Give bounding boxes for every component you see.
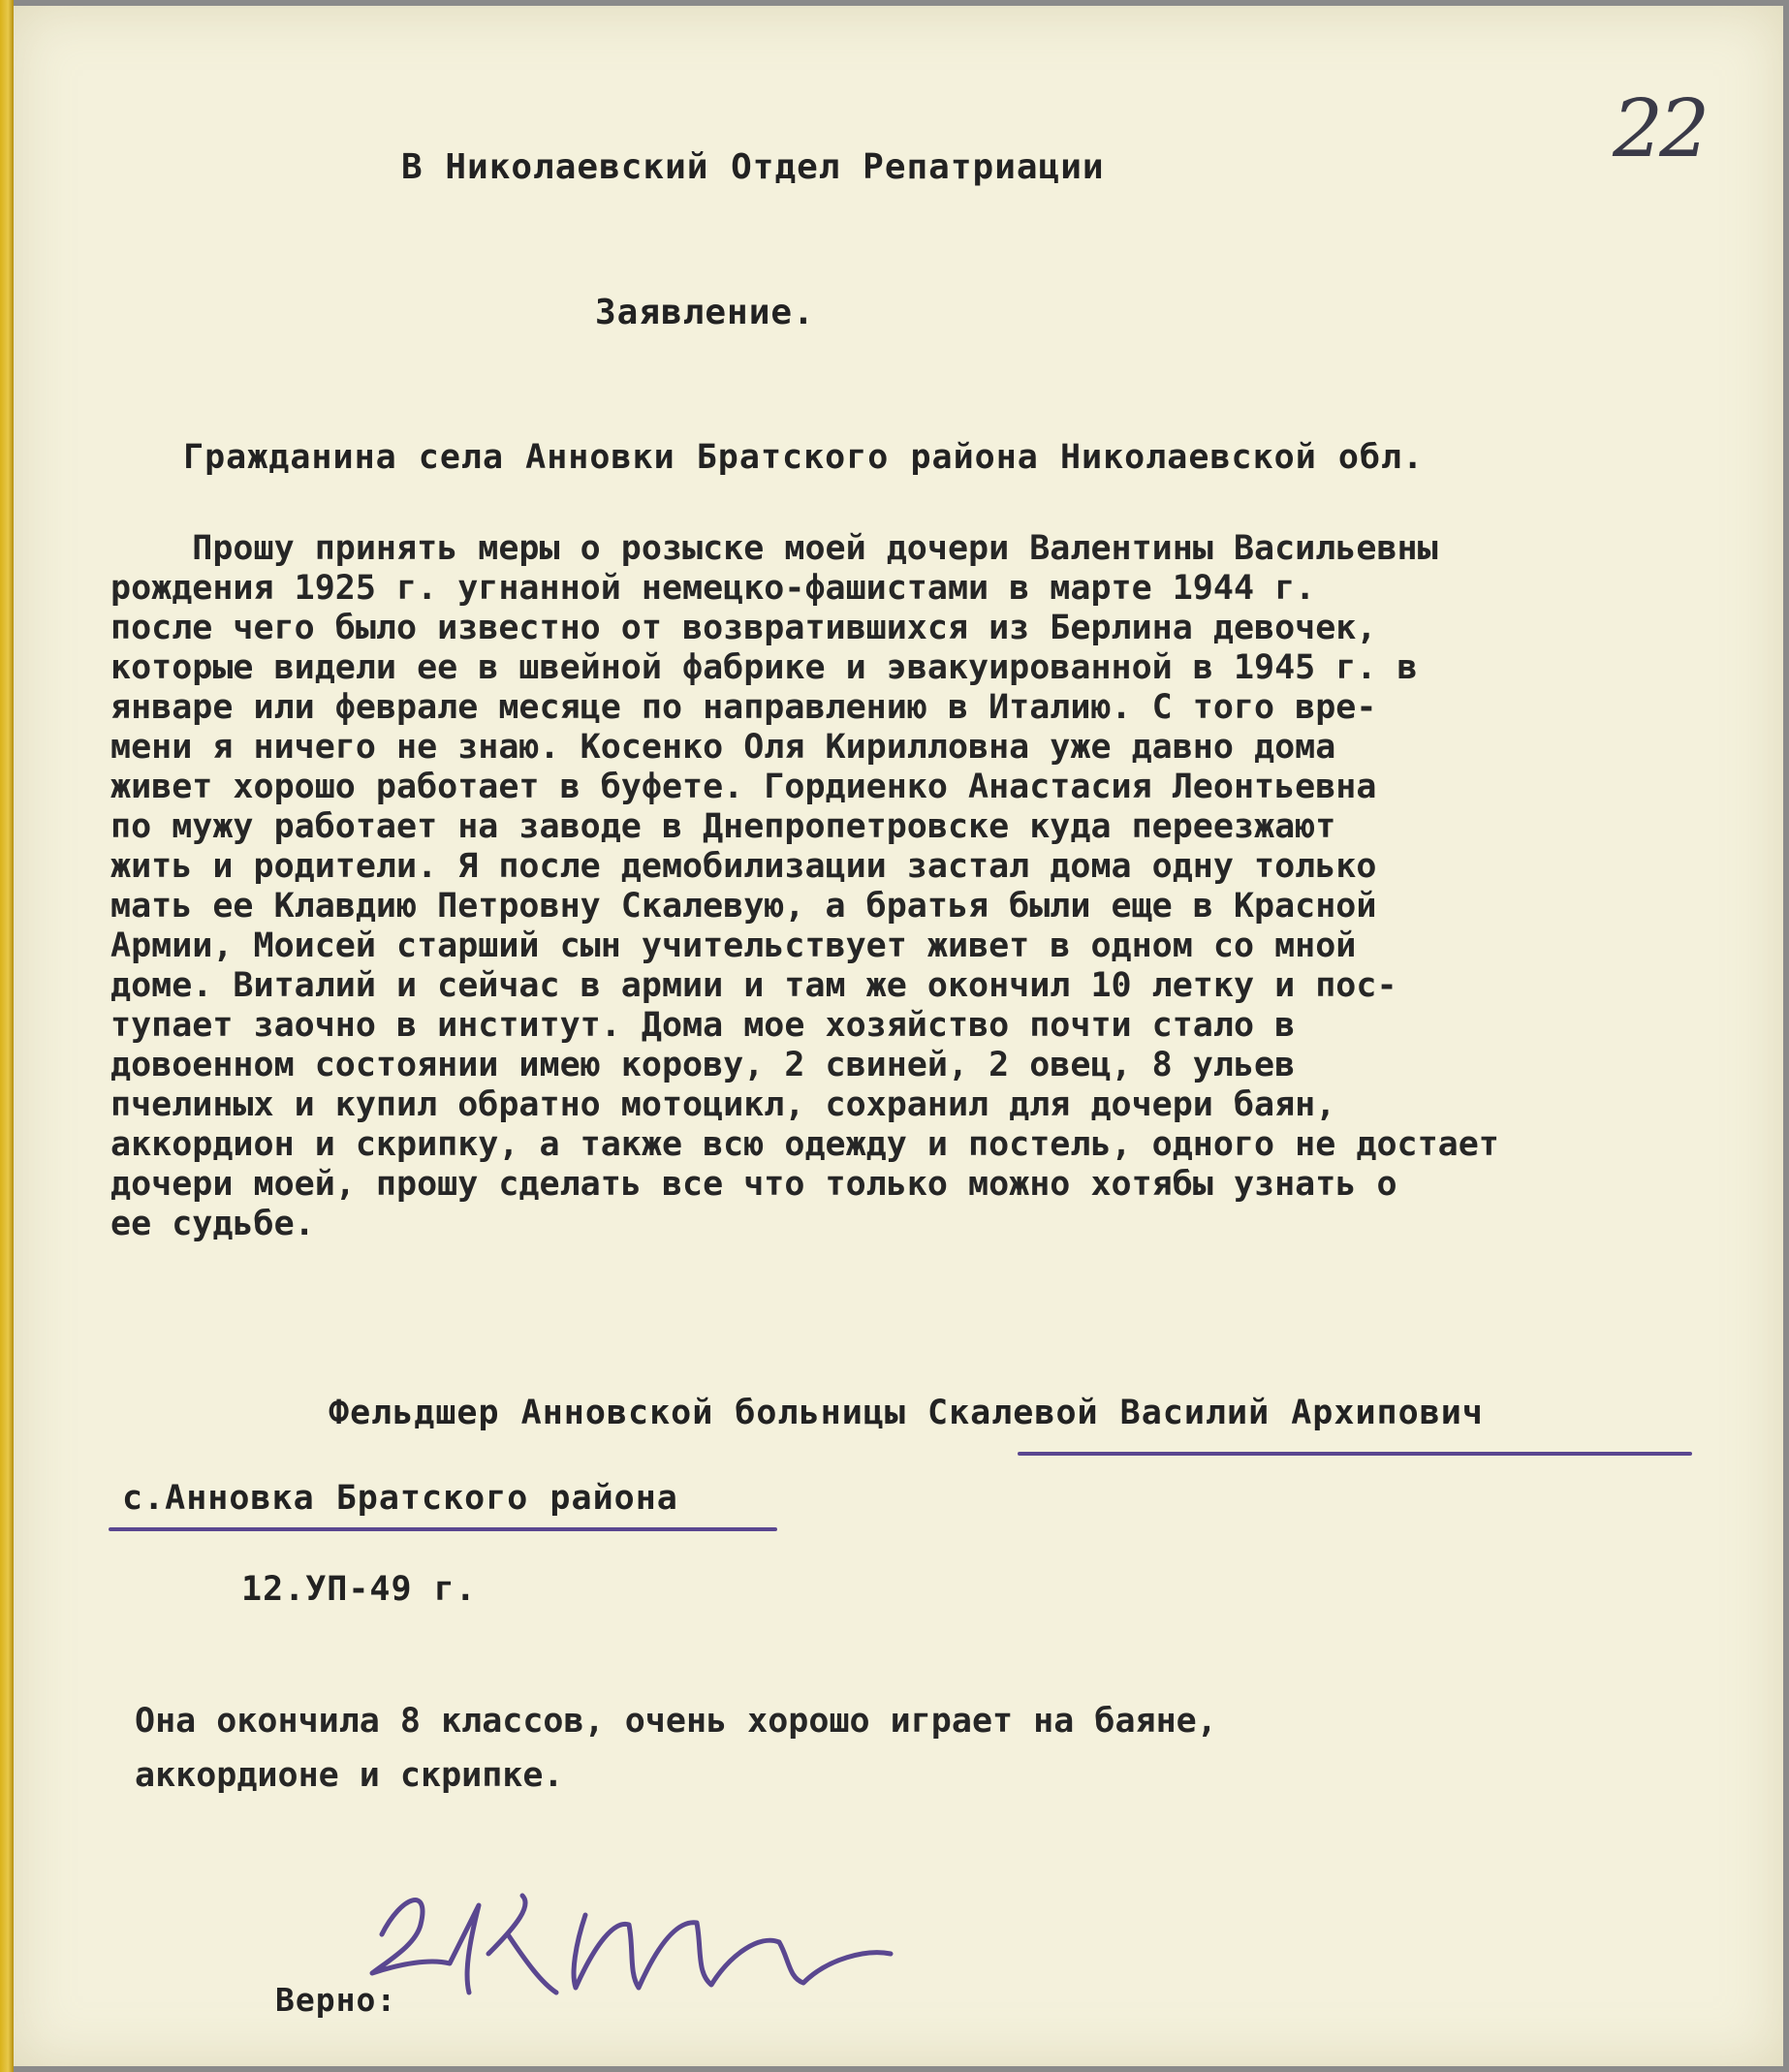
document-date: 12.УП-49 г. bbox=[241, 1570, 477, 1609]
page-number: 22 bbox=[1613, 83, 1707, 175]
note-line: Она окончила 8 классов, очень хорошо играет на баяне, bbox=[135, 1702, 1217, 1741]
note-line: аккордионе и скрипке. bbox=[135, 1756, 564, 1795]
body-line: январе или феврале месяце по направлению в Италию. С того вре- bbox=[110, 688, 1377, 727]
body-line: ее судьбе. bbox=[110, 1205, 315, 1243]
ink-underline-village bbox=[109, 1527, 777, 1531]
body-line: после чего было известно от возвратившихся из Берлина девочек, bbox=[110, 609, 1377, 647]
body-line: мени я ничего не знаю. Косенко Оля Кирилловна уже давно дома bbox=[110, 728, 1336, 767]
handwritten-signature bbox=[362, 1867, 905, 2022]
document-title: Заявление. bbox=[595, 293, 815, 332]
body-line: Армии, Моисей старший сын учительствует живет в одном со мной bbox=[110, 926, 1357, 965]
body-line: Прошу принять меры о розыске моей дочери Валентины Васильевны bbox=[110, 529, 1438, 568]
binder-edge bbox=[0, 0, 14, 2072]
document-sheet bbox=[14, 6, 1783, 2066]
document-body bbox=[110, 529, 1758, 1244]
body-line: рождения 1925 г. угнанной немецко-фашистами в марте 1944 г. bbox=[110, 569, 1316, 608]
sender-line: Гражданина села Анновки Братского района Николаевской обл. bbox=[183, 438, 1425, 477]
body-line: жить и родители. Я после демобилизации застал дома одну только bbox=[110, 847, 1377, 886]
body-line: доме. Виталий и сейчас в армии и там же окончил 10 летку и пос- bbox=[110, 966, 1397, 1005]
body-line: довоенном состоянии имею корову, 2 свиней, 2 овец, 8 ульев bbox=[110, 1046, 1296, 1084]
body-line: дочери моей, прошу сделать все что только можно хотябы узнать о bbox=[110, 1165, 1397, 1204]
village-line: с.Анновка Братского района bbox=[122, 1479, 678, 1518]
body-line: живет хорошо работает в буфете. Гордиенко Анастасия Леонтьевна bbox=[110, 768, 1377, 806]
body-line: тупает заочно в институт. Дома мое хозяйство почти стало в bbox=[110, 1006, 1296, 1045]
body-line: которые видели ее в швейной фабрике и эвакуированной в 1945 г. в bbox=[110, 648, 1418, 687]
body-line: по мужу работает на заводе в Днепропетровске куда переезжают bbox=[110, 807, 1336, 846]
addressee: В Николаевский Отдел Репатриации bbox=[401, 147, 1105, 187]
verno-label: Верно: bbox=[275, 1981, 397, 2019]
body-line: пчелиных и купил обратно мотоцикл, сохранил для дочери баян, bbox=[110, 1085, 1336, 1124]
ink-underline-name bbox=[1018, 1452, 1692, 1456]
signature-line: Фельдшер Анновской больницы Скалевой Василий Архипович bbox=[329, 1394, 1484, 1432]
postscript-note bbox=[135, 1694, 1217, 1803]
body-line: аккордион и скрипку, а также всю одежду и постель, одного не достает bbox=[110, 1125, 1499, 1164]
body-line: мать ее Клавдию Петровну Скалевую, а братья были еще в Красной bbox=[110, 887, 1377, 926]
